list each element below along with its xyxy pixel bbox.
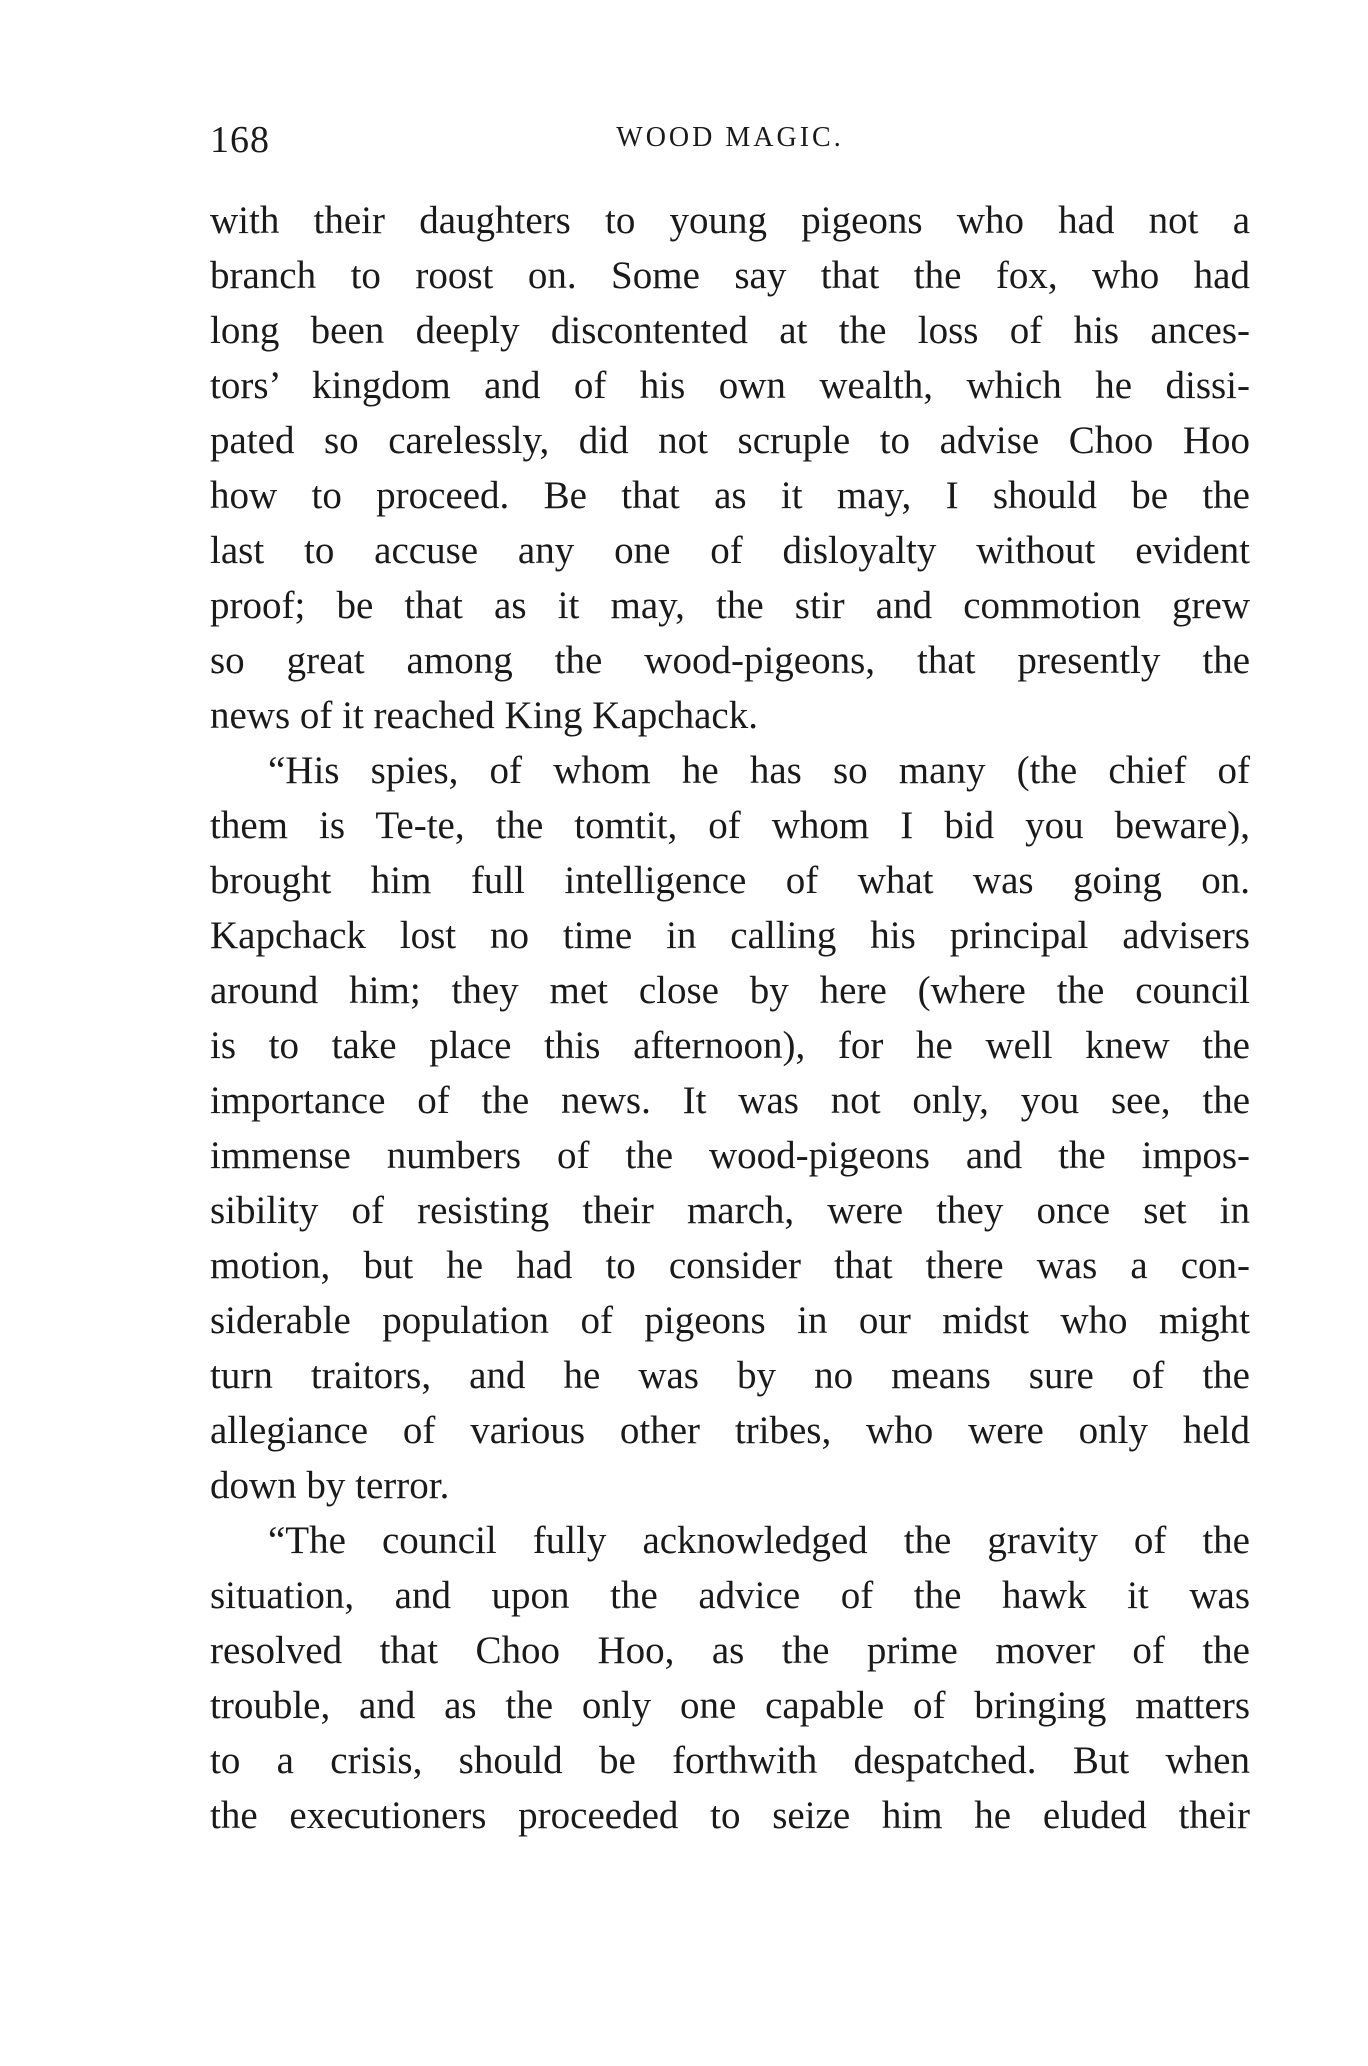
text-line: importance of the news. It was not only, you see, the — [210, 1079, 1250, 1122]
page-header — [210, 118, 1250, 168]
text-line: to a crisis, should be forthwith despatched. But when — [210, 1739, 1250, 1782]
text-line: how to proceed. Be that as it may, I should be the — [210, 474, 1250, 517]
page-number: 168 — [210, 119, 270, 161]
text-line: so great among the wood-pigeons, that presently the — [210, 639, 1250, 682]
text-line: siderable population of pigeons in our midst who might — [210, 1299, 1250, 1342]
text-line: Kapchack lost no time in calling his principal advisers — [210, 914, 1250, 957]
text-line: resolved that Choo Hoo, as the prime mover of the — [210, 1629, 1250, 1672]
text-line: proof; be that as it may, the stir and commotion grew — [210, 584, 1250, 627]
body-text — [210, 193, 1250, 1843]
text-line: immense numbers of the wood-pigeons and the impos- — [210, 1134, 1250, 1177]
text-line: sibility of resisting their march, were they once set in — [210, 1189, 1250, 1232]
running-title: WOOD MAGIC. — [616, 122, 844, 153]
text-line: pated so carelessly, did not scruple to advise Choo Hoo — [210, 419, 1250, 462]
text-line: down by terror. — [210, 1464, 450, 1507]
text-line: them is Te-te, the tomtit, of whom I bid you beware), — [210, 804, 1250, 847]
text-line: tors’ kingdom and of his own wealth, which he dissi- — [210, 364, 1250, 407]
text-line: brought him full intelligence of what was going on. — [210, 859, 1250, 902]
text-line: with their daughters to young pigeons who had not a — [210, 199, 1250, 242]
text-line: “His spies, of whom he has so many (the chief of — [268, 749, 1250, 792]
text-line: news of it reached King Kapchack. — [210, 694, 758, 737]
text-line: branch to roost on. Some say that the fox, who had — [210, 254, 1250, 297]
text-line: motion, but he had to consider that there was a con- — [210, 1244, 1250, 1287]
text-line: situation, and upon the advice of the hawk it was — [210, 1574, 1250, 1617]
text-line: trouble, and as the only one capable of bringing matters — [210, 1684, 1250, 1727]
text-line: is to take place this afternoon), for he well knew the — [210, 1024, 1250, 1067]
text-line: the executioners proceeded to seize him he eluded their — [210, 1794, 1250, 1837]
text-line: last to accuse any one of disloyalty without evident — [210, 529, 1250, 572]
text-line: “The council fully acknowledged the gravity of the — [268, 1519, 1250, 1562]
text-line: turn traitors, and he was by no means sure of the — [210, 1354, 1250, 1397]
text-line: long been deeply discontented at the loss of his ances- — [210, 309, 1250, 352]
text-line: around him; they met close by here (where the council — [210, 969, 1250, 1012]
text-line: allegiance of various other tribes, who were only held — [210, 1409, 1250, 1452]
